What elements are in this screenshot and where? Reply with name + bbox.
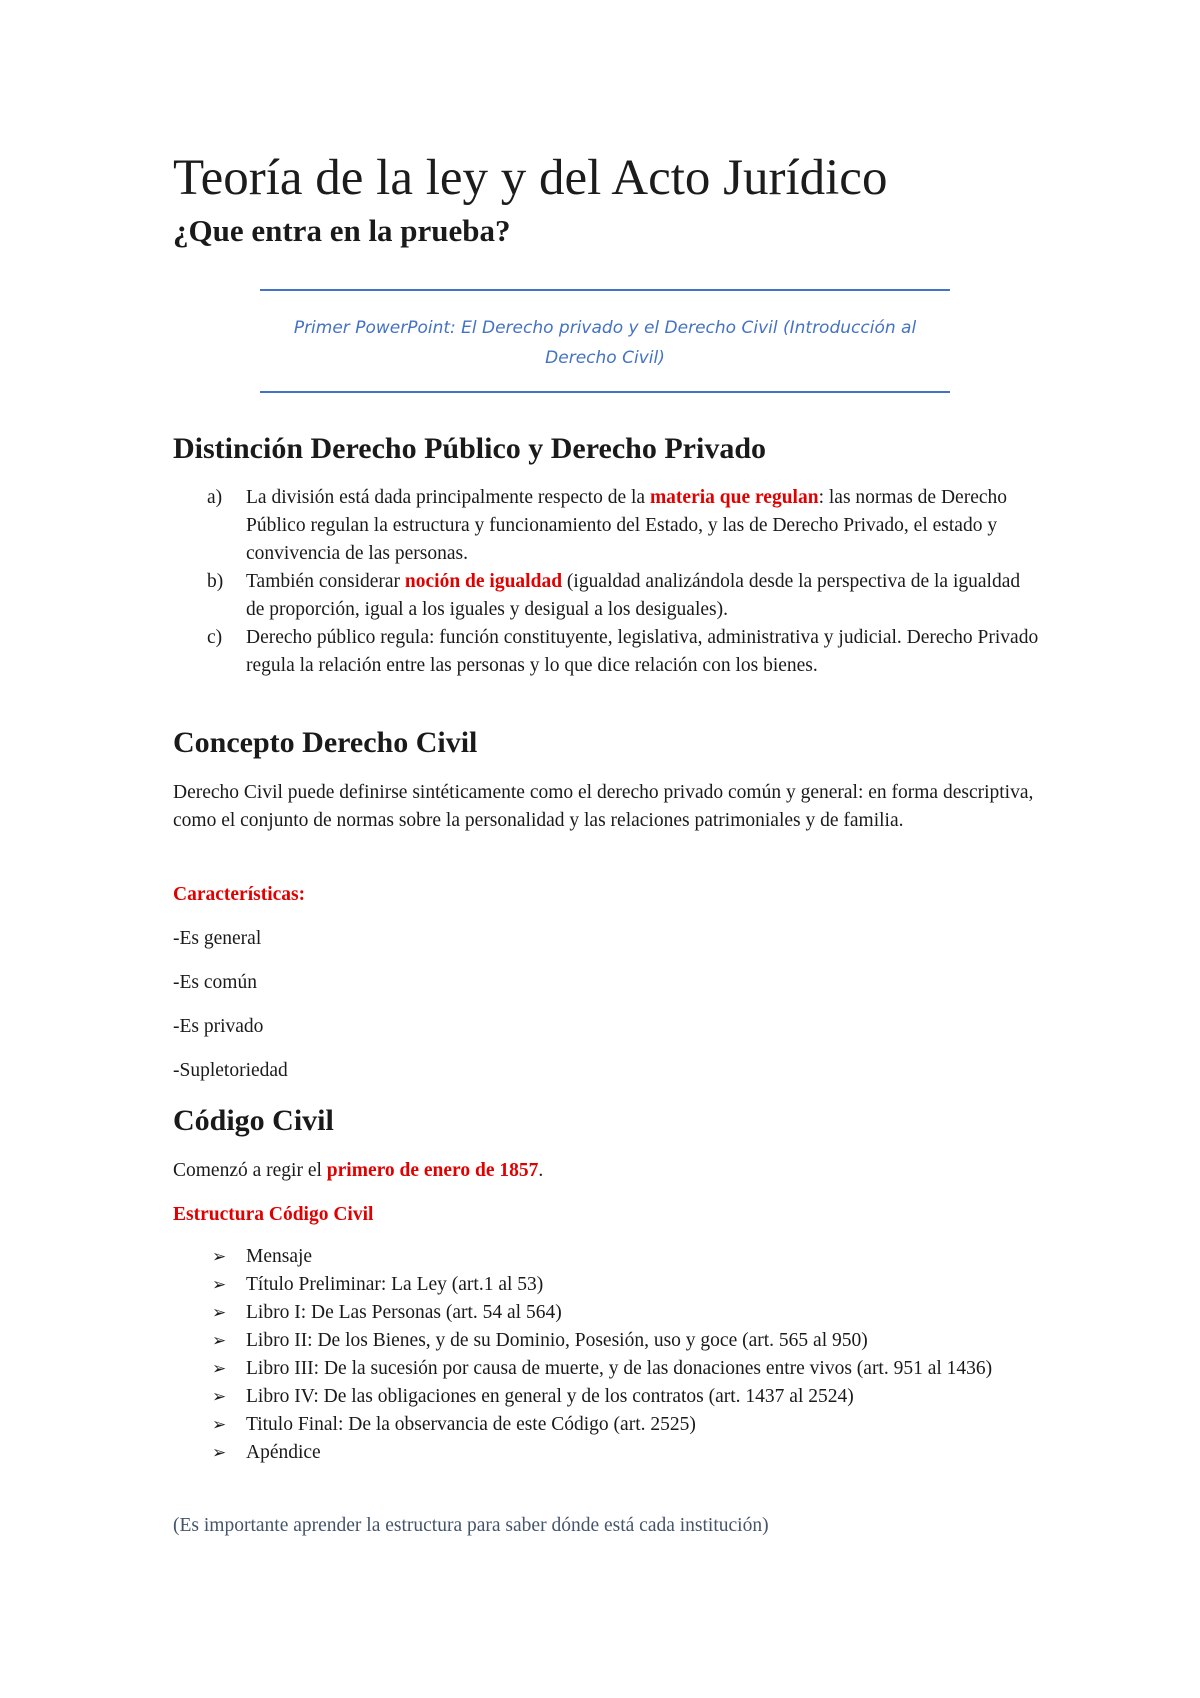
arrow-bullet-icon: ➢ bbox=[212, 1275, 227, 1295]
structure-item-text: Mensaje bbox=[246, 1246, 313, 1267]
structure-item-text: Libro IV: De las obligaciones en general y de los contratos (art. 1437 al 2524) bbox=[246, 1386, 854, 1407]
document-subtitle: ¿Que entra en la prueba? bbox=[173, 213, 511, 248]
list-item bbox=[173, 484, 1043, 568]
structure-item-text: Libro II: De los Bienes, y de su Dominio, Posesión, uso y goce (art. 565 al 950) bbox=[246, 1330, 868, 1351]
characteristic-item: -Supletoriedad bbox=[173, 1060, 288, 1081]
quote-text: Primer PowerPoint: El Derecho privado y el Derecho Civil (Introducción al Derecho Civil) bbox=[293, 318, 917, 368]
structure-list bbox=[173, 1243, 1043, 1467]
intense-quote bbox=[260, 289, 950, 393]
structure-item-text: Título Preliminar: La Ley (art.1 al 53) bbox=[246, 1274, 544, 1295]
codigo-start-paragraph bbox=[173, 1157, 1053, 1185]
alpha-list bbox=[173, 484, 1043, 680]
structure-item bbox=[173, 1327, 1043, 1355]
structure-item-text: Titulo Final: De la observancia de este Código (art. 2525) bbox=[246, 1414, 696, 1435]
list-item bbox=[173, 624, 1043, 680]
list-marker: c) bbox=[207, 627, 223, 648]
characteristic-item: -Es común bbox=[173, 972, 257, 993]
structure-item bbox=[173, 1243, 1043, 1271]
structure-item bbox=[173, 1383, 1043, 1411]
arrow-bullet-icon: ➢ bbox=[212, 1303, 227, 1323]
characteristic-item: -Es general bbox=[173, 928, 262, 949]
codigo-start-date: primero de enero de 1857 bbox=[326, 1160, 539, 1181]
arrow-bullet-icon: ➢ bbox=[212, 1331, 227, 1351]
structure-item bbox=[173, 1411, 1043, 1439]
structure-item-text: Libro I: De Las Personas (art. 54 al 564) bbox=[246, 1302, 562, 1323]
arrow-bullet-icon: ➢ bbox=[212, 1359, 227, 1379]
section-heading-codigo: Código Civil bbox=[173, 1104, 334, 1137]
list-text: (igualdad analizándola desde la perspectiva de la igualdad de proporción, igual a los iguales y desigual a los desiguales). bbox=[246, 571, 1021, 620]
highlight-text: materia que regulan bbox=[649, 487, 819, 508]
structure-item bbox=[173, 1439, 1043, 1467]
section-heading-distincion: Distinción Derecho Público y Derecho Privado bbox=[173, 432, 766, 465]
list-text: : las normas de Derecho Público regulan la estructura y funcionamiento del Estado, y las de Derecho Privado, el estado y convivencia de las personas. bbox=[246, 487, 1008, 564]
characteristics-label: Características: bbox=[173, 884, 306, 905]
structure-note: (Es importante aprender la estructura para saber dónde está cada institución) bbox=[173, 1515, 769, 1536]
structure-label: Estructura Código Civil bbox=[173, 1204, 374, 1225]
section-heading-concepto: Concepto Derecho Civil bbox=[173, 726, 478, 759]
list-marker: a) bbox=[207, 487, 223, 508]
highlight-text: noción de igualdad bbox=[404, 571, 563, 592]
structure-item-text: Apéndice bbox=[246, 1442, 321, 1463]
structure-item bbox=[173, 1271, 1043, 1299]
list-text: Derecho público regula: función constituyente, legislativa, administrativa y judicial. Derecho Privado regula la relación entre las personas y lo que dice relación con los bienes. bbox=[246, 627, 1039, 676]
arrow-bullet-icon: ➢ bbox=[212, 1415, 227, 1435]
list-text: La división está dada principalmente respecto de la bbox=[246, 487, 650, 508]
list-marker: b) bbox=[207, 571, 224, 592]
list-item bbox=[173, 568, 1043, 624]
characteristic-item: -Es privado bbox=[173, 1016, 264, 1037]
concepto-paragraph: Derecho Civil puede definirse sintéticamente como el derecho privado común y general: en forma descriptiva, como el conjunto de normas sobre la personalidad y las relaciones patrimoniales y de familia. bbox=[173, 782, 1034, 831]
arrow-bullet-icon: ➢ bbox=[212, 1247, 227, 1267]
arrow-bullet-icon: ➢ bbox=[212, 1387, 227, 1407]
codigo-start-end: . bbox=[538, 1160, 544, 1181]
structure-item bbox=[173, 1355, 1043, 1383]
codigo-start-text: Comenzó a regir el bbox=[173, 1160, 327, 1181]
document-title: Teoría de la ley y del Acto Jurídico bbox=[173, 150, 888, 206]
structure-item-text: Libro III: De la sucesión por causa de muerte, y de las donaciones entre vivos (art. 951 al 1436) bbox=[246, 1358, 993, 1379]
structure-item bbox=[173, 1299, 1043, 1327]
list-text: También considerar bbox=[246, 571, 405, 592]
arrow-bullet-icon: ➢ bbox=[212, 1443, 227, 1463]
